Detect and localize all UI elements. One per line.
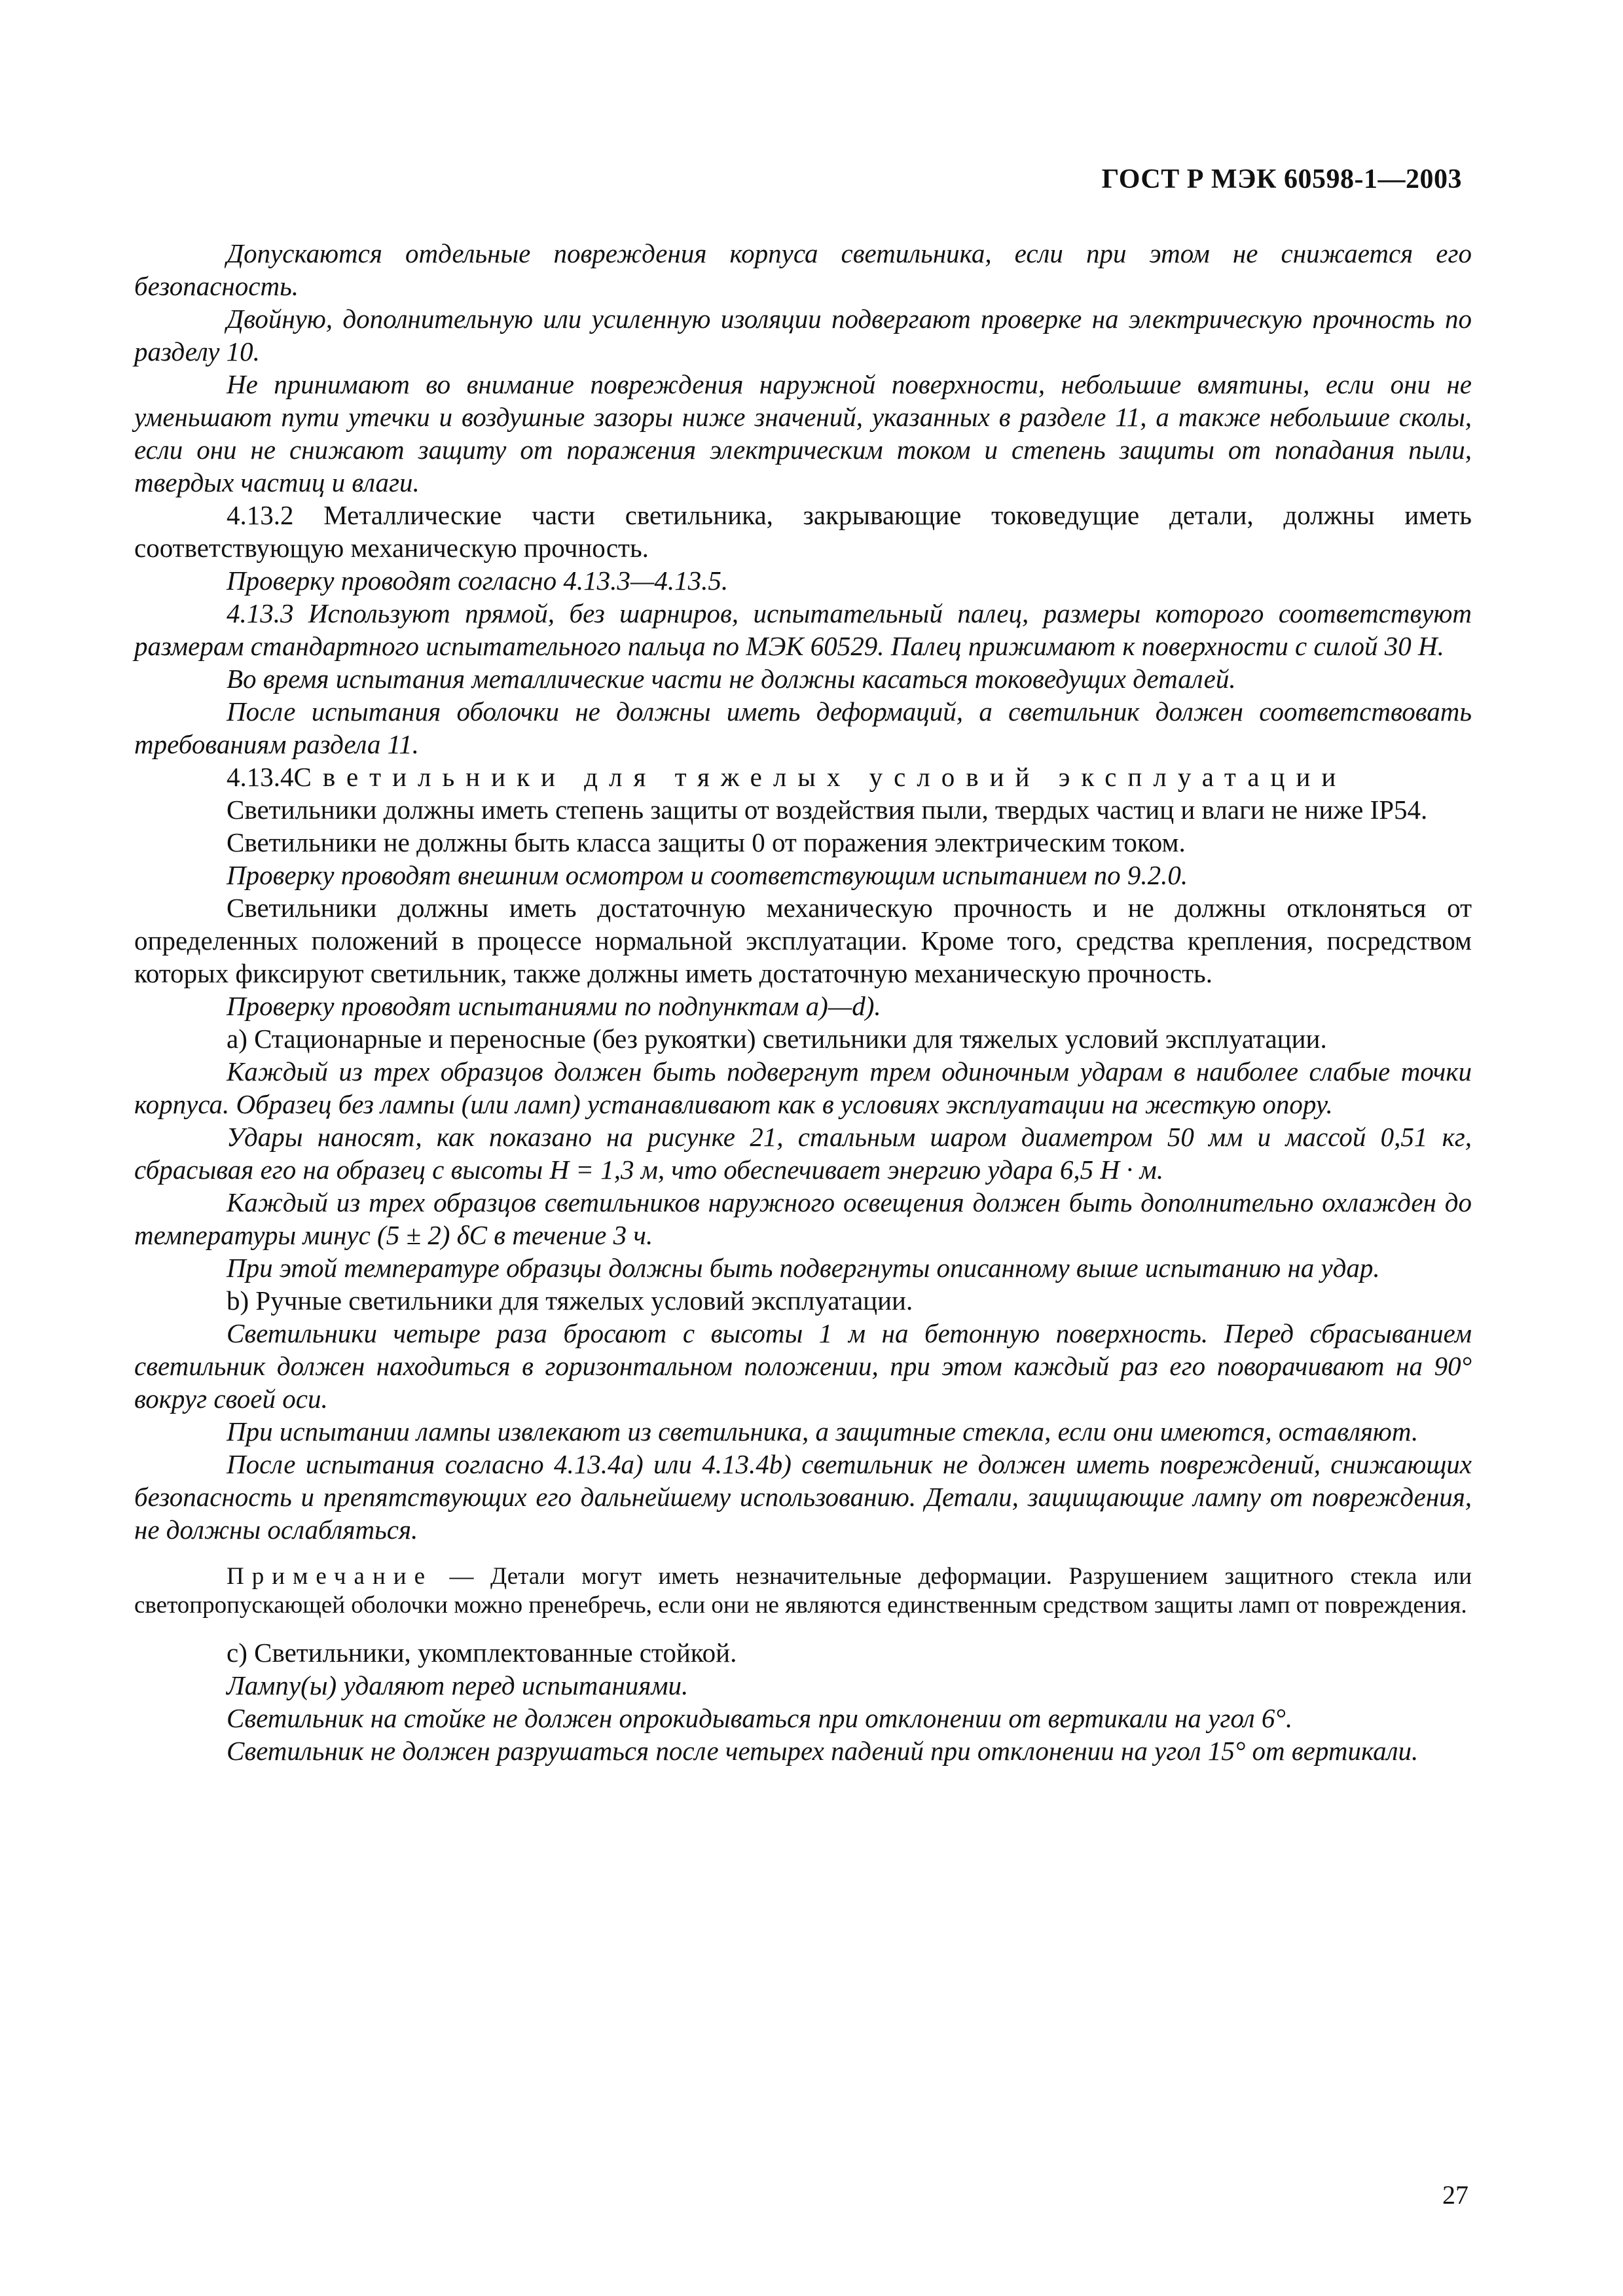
paragraph: Удары наносят, как показано на рисунке 21, стальным шаром диаметром 50 мм и массой 0,51 кг, сбрасывая его на образец с высоты H = 1,3 м, что обеспечивает энергию удара 6,5 H · м. — [134, 1122, 1472, 1185]
paragraph: Проверку проводят согласно 4.13.3—4.13.5. — [227, 565, 729, 596]
paragraph: Светильник не должен разрушаться после четырех падений при отклонении на угол 15° от вертикали. — [227, 1736, 1419, 1766]
paragraph: Лампу(ы) удаляют перед испытаниями. — [227, 1670, 689, 1700]
paragraph: Светильник на стойке не должен опрокидываться при отклонении от вертикали на угол 6°. — [227, 1703, 1293, 1733]
paragraph: Проверку проводят внешним осмотром и соответствующим испытанием по 9.2.0. — [227, 860, 1188, 890]
page-number: 27 — [1442, 2180, 1468, 2210]
subitem-b: b) Ручные светильники для тяжелых условий эксплуатации. — [227, 1285, 913, 1316]
clause-4-13-4-heading — [134, 761, 1472, 793]
paragraph: Светильники должны иметь достаточную механическую прочность и не должны отклоняться от определенных положений в процессе нормальной эксплуатации. Кроме того, средства крепления, посредством которых фиксируют светильник, также должны иметь достаточную механическую прочность. — [134, 893, 1472, 988]
paragraph: Каждый из трех образцов светильников наружного освещения должен быть дополнительно охлажден до температуры минус (5 ± 2) δС в течение 3 ч. — [134, 1187, 1472, 1250]
paragraph: Во время испытания металлические части не должны касаться токоведущих деталей. — [227, 664, 1236, 694]
note-label: Примечание — [227, 1563, 433, 1590]
paragraph: Допускаются отдельные повреждения корпуса светильника, если при этом не снижается его безопасность. — [134, 238, 1472, 301]
subitem-a: а) Стационарные и переносные (без рукоятки) светильники для тяжелых условий эксплуатации. — [227, 1024, 1327, 1054]
paragraph: Двойную, дополнительную или усиленную изоляции подвергают проверке на электрическую прочность по разделу 10. — [134, 304, 1472, 367]
paragraph: При этой температуре образцы должны быть подвергнуты описанному выше испытанию на удар. — [227, 1253, 1380, 1283]
clause-title: Светильники для тяжелых условий эксплуатации — [293, 762, 1347, 792]
note — [134, 1562, 1472, 1620]
document-body — [134, 237, 1472, 1767]
note-text: — Детали могут иметь незначительные деформации. Разрушением защитного стекла или светопропускающей оболочки можно пренебречь, если они не являются единственным средством защиты ламп от повреждения. — [134, 1563, 1472, 1619]
clause-4-13-2: 4.13.2 Металлические части светильника, закрывающие токоведущие детали, должны иметь соответствующую механическую прочность. — [134, 500, 1472, 563]
paragraph: Не принимают во внимание повреждения наружной поверхности, небольшие вмятины, если они не уменьшают пути утечки и воздушные зазоры ниже значений, указанных в разделе 11, а также небольшие сколы, если они не снижают защиту от поражения электрическим током и степень защиты от попадания пыли, твердых частиц и влаги. — [134, 369, 1472, 497]
paragraph: Светильники должны иметь степень защиты от воздействия пыли, твердых частиц и влаги не ниже IP54. — [227, 795, 1428, 825]
paragraph: Светильники не должны быть класса защиты 0 от поражения электрическим током. — [227, 827, 1186, 857]
paragraph: После испытания оболочки не должны иметь деформаций, а светильник должен соответствовать требованиям раздела 11. — [134, 696, 1472, 759]
subitem-c: с) Светильники, укомплектованные стойкой. — [227, 1638, 737, 1668]
paragraph: Светильники четыре раза бросают с высоты 1 м на бетонную поверхность. Перед сбрасыванием светильник должен находиться в горизонтальном положении, при этом каждый раз его поворачивают на 90° вокруг своей оси. — [134, 1318, 1472, 1414]
paragraph: При испытании лампы извлекают из светильника, а защитные стекла, если они имеются, оставляют. — [227, 1416, 1419, 1446]
paragraph: После испытания согласно 4.13.4а) или 4.13.4b) светильник не должен иметь повреждений, снижающих безопасность и препятствующих его дальнейшему использованию. Детали, защищающие лампу от повреждения, не должны ослабляться. — [134, 1449, 1472, 1545]
clause-number: 4.13.4 — [227, 762, 294, 792]
paragraph: Каждый из трех образцов должен быть подвергнут трем одиночным ударам в наиболее слабые точки корпуса. Образец без лампы (или ламп) устанавливают как в условиях эксплуатации на жесткую опору. — [134, 1056, 1472, 1119]
clause-4-13-3: 4.13.3 Используют прямой, без шарниров, испытательный палец, размеры которого соответствуют размерам стандартного испытательного пальца по МЭК 60529. Палец прижимают к поверхности с силой 30 Н. — [134, 598, 1472, 661]
paragraph: Проверку проводят испытаниями по подпунктам а)—d). — [227, 991, 881, 1021]
document-header: ГОСТ Р МЭК 60598-1—2003 — [1101, 164, 1462, 194]
